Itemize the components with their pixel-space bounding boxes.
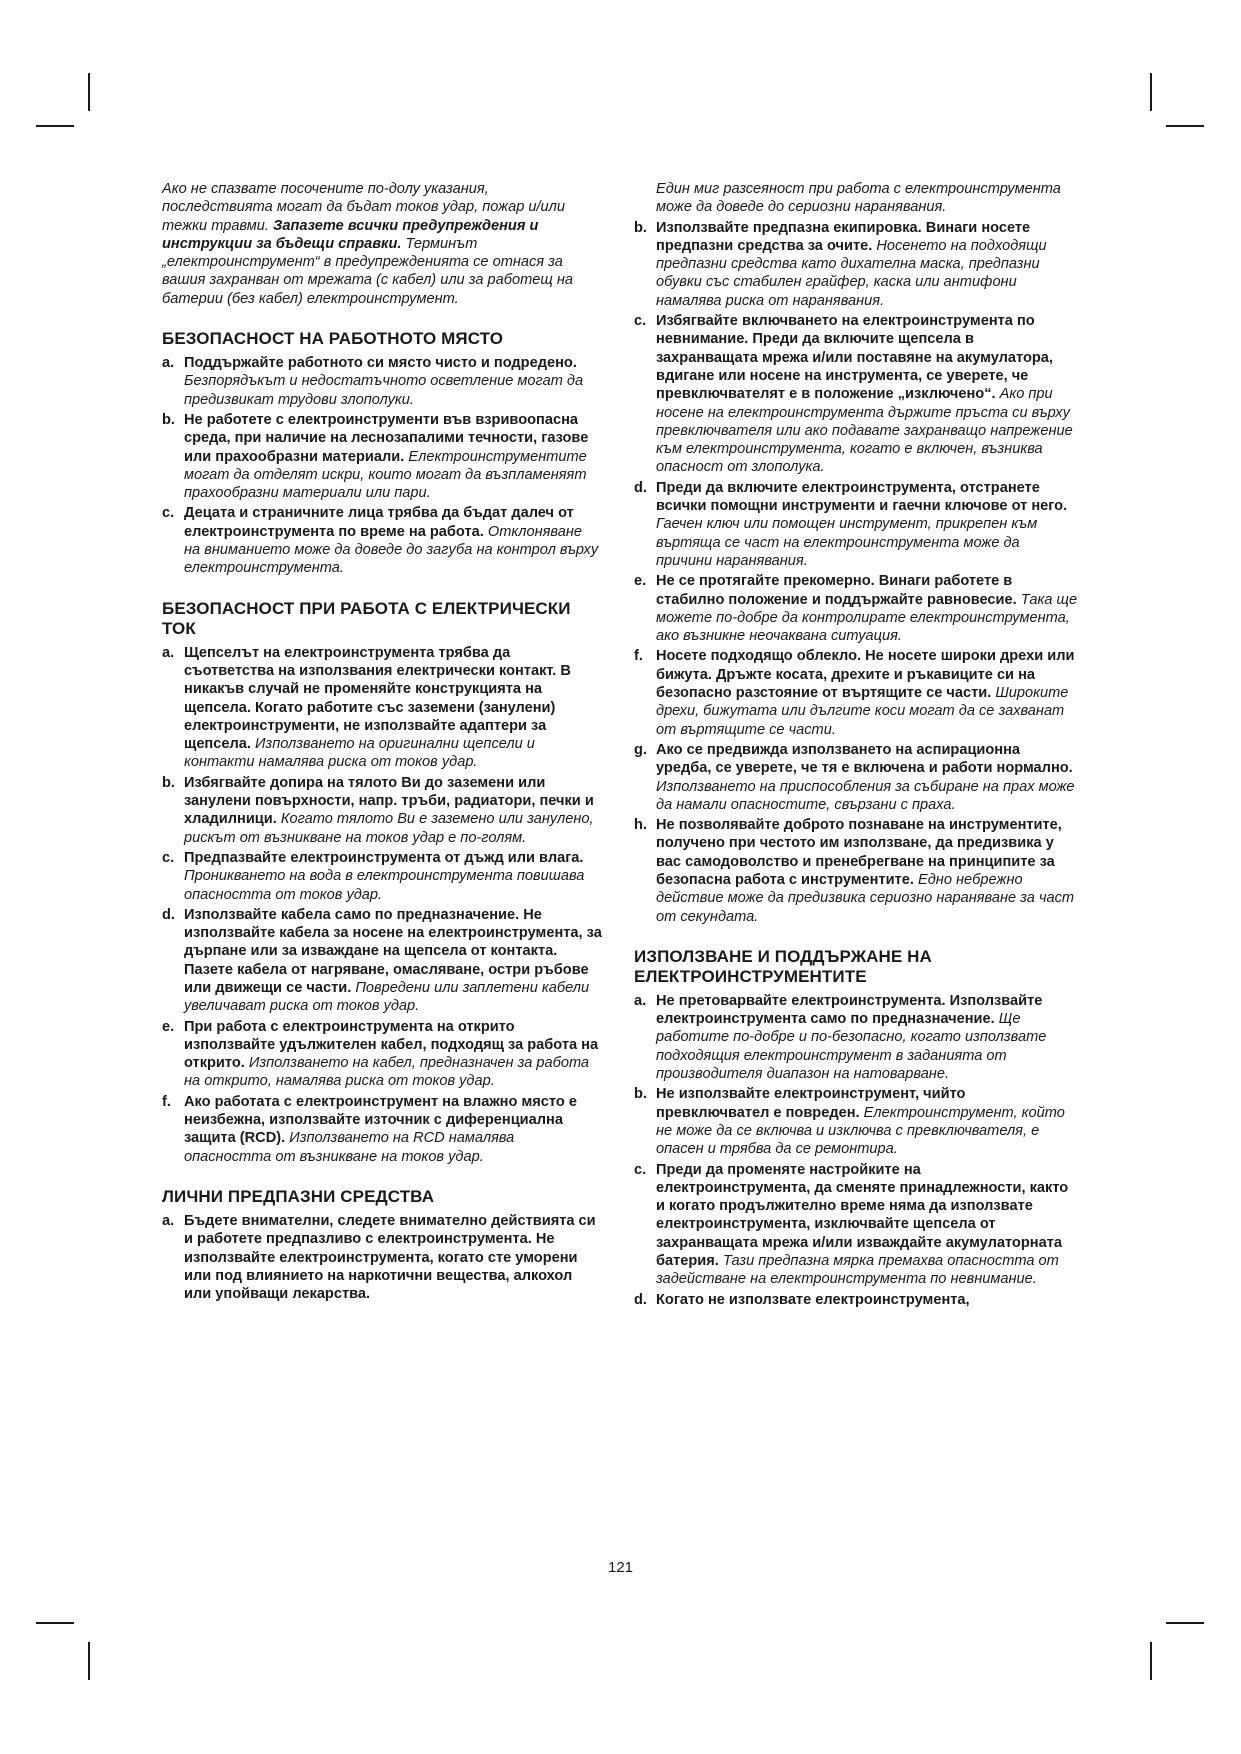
list-use-care bbox=[634, 992, 1079, 1309]
item-explanation: Проникването на вода в електроинструмента повишава опасността от токов удар. bbox=[184, 868, 585, 903]
item-letter: b. bbox=[634, 219, 647, 236]
item-letter: f. bbox=[162, 1093, 171, 1110]
crop-mark bbox=[88, 1642, 90, 1680]
item-body bbox=[184, 411, 602, 502]
list-item bbox=[634, 1161, 1079, 1289]
item-instruction: Поддържайте работното си място чисто и подредено. bbox=[184, 355, 577, 372]
crop-mark bbox=[36, 125, 74, 127]
item-explanation: Безпорядъкът и недостатъчното осветление могат да предизвикат трудови злополуки. bbox=[184, 373, 584, 408]
list-item bbox=[162, 1212, 602, 1303]
item-letter: e. bbox=[634, 573, 647, 590]
list-item bbox=[634, 647, 1079, 738]
item-explanation: Използването на кабел, предназначен за работа на открито, намалява риска от токов удар. bbox=[184, 1055, 590, 1090]
page-number: 121 bbox=[607, 1559, 634, 1576]
item-explanation: Едно небрежно действие може да предизвика сериозно нараняване за част от секундата. bbox=[656, 871, 1075, 925]
item-body bbox=[184, 849, 602, 904]
crop-mark bbox=[1166, 125, 1204, 127]
item-explanation: Ако при носене на електроинструмента държите пръста си върху превключвателя или ако подавате захранващо напрежение към електроинструмента, когато е включен, възниква опасност от злополука. bbox=[656, 386, 1073, 476]
item-body bbox=[656, 1085, 1079, 1158]
list-item bbox=[634, 741, 1079, 814]
item-body bbox=[656, 647, 1079, 738]
item-explanation: Използването на RCD намалява опасността от възникване на токов удар. bbox=[184, 1130, 515, 1165]
item-instruction: Преди да променяте настройките на електроинструмента, да сменяте принадлежности, както и когато продължително време няма да използвате електроинструмента, изключвайте щепсела от захранващата мрежа и/или изваждайте акумулаторната батерия. bbox=[656, 1161, 1069, 1270]
section-title-electrical: БЕЗОПАСНОСТ ПРИ РАБОТА С ЕЛЕКТРИЧЕСКИ ТОК bbox=[162, 598, 571, 638]
item-instruction: Преди да включите електроинструмента, отстранете всички помощни инструменти и гаечни ключове от него. bbox=[656, 479, 1068, 515]
section-title-personal: ЛИЧНИ ПРЕДПАЗНИ СРЕДСТВА bbox=[162, 1186, 435, 1206]
item-instruction: Избягвайте допира на тялото Ви до заземени или занулени повърхности, напр. тръби, радиатори, печки и хладилници. bbox=[184, 774, 594, 828]
item-instruction: Избягвайте включването на електроинструмента по невнимание. Преди да включите щепсела в захранващата мрежа и/или поставяне на акумулатора, вдигане или носене на инструмента, се уверете, че превключвателят е в положение „изключено“. bbox=[656, 313, 1053, 403]
item-body bbox=[656, 1291, 1079, 1309]
list-item bbox=[162, 411, 602, 502]
item-body bbox=[184, 354, 602, 409]
list-item bbox=[634, 312, 1079, 477]
item-explanation: Когато тялото Ви е заземено или занулено, рискът от възникване на токов удар е по-голям. bbox=[184, 811, 594, 846]
item-letter: d. bbox=[634, 479, 647, 496]
intro-bold: Запазете всички предупреждения и инструкции за бъдещи справки. bbox=[162, 217, 539, 252]
item-instruction: Използвайте кабела само по предназначение. Не използвайте кабела за носене на електроинструмента, за дърпане или за изваждане на щепсела от контакта. Пазете кабела от нагряване, омасляване, остри ръбове или движещи се части. bbox=[184, 906, 602, 996]
item-instruction: Когато не използвате електроинструмента, bbox=[656, 1291, 970, 1308]
crop-mark bbox=[1150, 1642, 1152, 1680]
item-body bbox=[656, 312, 1079, 477]
item-letter: b. bbox=[162, 411, 175, 428]
intro-definition: Терминът „електроинструмент“ в предупрежденията се отнася за вашия захранван от мрежата (с кабел) или за работещ на батерии (без кабел) електроинструмент. bbox=[162, 235, 573, 307]
item-body bbox=[656, 572, 1079, 645]
intro-text: Ако не спазвате посочените по-долу указания, последствията могат да бъдат токов удар, пожар и/или тежки травми. bbox=[162, 181, 566, 234]
item-explanation: Използването на приспособления за събиране на прах може да намали опасностите, свързани с праха. bbox=[656, 778, 1075, 813]
item-letter: a. bbox=[162, 1212, 175, 1229]
item-body bbox=[184, 774, 602, 847]
list-item bbox=[634, 572, 1079, 645]
section-title-use-care: ИЗПОЛЗВАНЕ И ПОДДЪРЖАНЕ НА ЕЛЕКТРОИНСТРУМЕНТИТЕ bbox=[634, 946, 932, 986]
item-body bbox=[184, 504, 602, 577]
item-instruction: Не използвайте електроинструмент, чийто превключвател е повреден. bbox=[656, 1086, 966, 1121]
item-instruction: Ако работата с електроинструмент на влажно място е неизбежна, използвайте източник с диференциална защита (RCD). bbox=[184, 1093, 577, 1147]
item-letter: c. bbox=[634, 313, 647, 330]
item-instruction: Не претоварвайте електроинструмента. Използвайте електроинструмента само по предназначение. bbox=[656, 992, 1043, 1028]
item-instruction: Използвайте предпазна екипировка. Винаги носете предпазни средства за очите. bbox=[656, 219, 1031, 254]
list-personal-left bbox=[162, 1212, 602, 1303]
item-instruction: Децата и страничните лица трябва да бъдат далеч от електроинструмента по време на работа. bbox=[184, 505, 574, 540]
crop-mark bbox=[1150, 73, 1152, 111]
item-body bbox=[656, 816, 1079, 926]
item-explanation: Повредени или заплетени кабели увеличават риска от токов удар. bbox=[184, 979, 590, 1015]
item-explanation: Електроинструментите могат да отделят искри, които могат да възпламеняят прахообразни материали или пари. bbox=[184, 448, 587, 502]
item-explanation: Използването на оригинални щепсели и контакти намалява риска от токов удар. bbox=[184, 736, 535, 771]
item-letter: b. bbox=[162, 774, 175, 791]
item-body bbox=[656, 741, 1079, 814]
right-column bbox=[634, 180, 1079, 1311]
item-body bbox=[184, 906, 602, 1016]
item-body bbox=[184, 644, 602, 772]
item-letter: d. bbox=[162, 906, 175, 923]
list-item bbox=[634, 992, 1079, 1083]
item-explanation: Широките дрехи, бижутата или дългите коси могат да се захванат от въртящите се части. bbox=[656, 685, 1069, 738]
item-body bbox=[184, 1093, 602, 1166]
list-item bbox=[634, 816, 1079, 926]
item-explanation: Тази предпазна мярка премахва опасността от задействане на електроинструмента по невнимание. bbox=[656, 1253, 1059, 1288]
item-letter: c. bbox=[634, 1161, 647, 1178]
item-instruction: При работа с електроинструмента на открито използвайте удължителен кабел, подходящ за работа на открито. bbox=[184, 1018, 599, 1072]
list-item bbox=[162, 504, 602, 577]
item-instruction: Щепселът на електроинструмента трябва да съответства на използвания електрически контакт. В никакъв случай не променяйте конструкцията на щепсела. Когато работите със заземени (занулени) електроинструменти, не използвайте адаптери за щепсела. bbox=[184, 644, 571, 753]
item-explanation: Ще работите по-добре и по-безопасно, когато използвате подходящия електроинструмент в заданията от производителя диапазон на натоварване. bbox=[656, 1011, 1047, 1083]
list-item bbox=[162, 906, 602, 1016]
item-instruction: Не работете с електроинструменти във взривоопасна среда, при наличие на леснозапалими течности, газове или прахообразни материали. bbox=[184, 411, 589, 465]
crop-mark bbox=[36, 1622, 74, 1624]
crop-mark bbox=[88, 73, 90, 111]
intro-paragraph bbox=[162, 180, 602, 308]
item-letter: c. bbox=[162, 505, 175, 522]
item-instruction: Ако се предвижда използването на аспирационна уредба, се уверете, че тя е включена и работи нормално. bbox=[656, 741, 1073, 777]
item-letter: g. bbox=[634, 741, 647, 758]
item-instruction: Носете подходящо облекло. Не носете широки дрехи или бижута. Дръжте косата, дрехите и ръкавиците си на безопасно разстояние от въртящите се части. bbox=[656, 648, 1075, 702]
item-body bbox=[656, 219, 1079, 310]
continuation-text: Един миг разсеяност при работа с електроинструмента може да доведе до сериозни наранявания. bbox=[656, 181, 1061, 216]
item-letter: d. bbox=[634, 1291, 647, 1308]
item-explanation: Електроинструмент, който не може да се включва и изключва с превключвателя, е опасен и трябва да се ремонтира. bbox=[656, 1104, 1065, 1158]
item-explanation: Отклоняване на вниманието може да доведе до загуба на контрол върху електроинструмента. bbox=[184, 523, 599, 577]
list-item bbox=[162, 849, 602, 904]
crop-mark bbox=[1166, 1622, 1204, 1624]
list-item bbox=[162, 1018, 602, 1091]
list-item bbox=[162, 774, 602, 847]
list-item bbox=[162, 354, 602, 409]
item-letter: b. bbox=[634, 1086, 647, 1103]
list-item bbox=[634, 1291, 1079, 1309]
section-title-workplace: БЕЗОПАСНОСТ НА РАБОТНОТО МЯСТО bbox=[162, 329, 504, 349]
item-letter: f. bbox=[634, 648, 643, 665]
list-item bbox=[634, 1085, 1079, 1158]
list-electrical bbox=[162, 644, 602, 1166]
item-letter: a. bbox=[634, 992, 647, 1009]
item-body bbox=[184, 1212, 602, 1303]
item-letter: a. bbox=[162, 355, 175, 372]
list-item bbox=[162, 644, 602, 772]
item-body bbox=[656, 1161, 1079, 1289]
list-workplace bbox=[162, 354, 602, 578]
item-instruction: Не се протягайте прекомерно. Винаги работете в стабилно положение и поддържайте равновесие. bbox=[656, 573, 1017, 608]
item-body bbox=[656, 479, 1079, 570]
list-item bbox=[634, 219, 1079, 310]
item-instruction: Предпазвайте електроинструмента от дъжд или влага. bbox=[184, 849, 584, 866]
item-letter: h. bbox=[634, 817, 647, 834]
item-explanation: Така ще можете по-добре да контролирате електроинструмента, ако възникне неочаквана ситуация. bbox=[656, 591, 1078, 645]
item-explanation: Носенето на подходящи предпазни средства като дихателна маска, предпазни обувки със стабилен грайфер, каска или антифони намалява риска от наранявания. bbox=[656, 237, 1047, 309]
item-letter: c. bbox=[162, 849, 175, 866]
item-letter: a. bbox=[162, 644, 175, 661]
left-column bbox=[162, 180, 602, 1305]
list-item bbox=[634, 479, 1079, 570]
item-letter: e. bbox=[162, 1018, 175, 1035]
item-body bbox=[656, 992, 1079, 1083]
list-personal-right bbox=[634, 219, 1079, 926]
list-item bbox=[162, 1093, 602, 1166]
item-instruction: Не позволявайте доброто познаване на инструментите, получено при честото им използване, да предизвика у вас самодоволство и пренебрегване на принципите за безопасна работа с инструментите. bbox=[656, 817, 1062, 888]
item-explanation: Гаечен ключ или помощен инструмент, прикрепен към въртяща се част на електроинструмента може да причини наранявания. bbox=[656, 516, 1038, 569]
item-body bbox=[184, 1018, 602, 1091]
item-instruction: Бъдете внимателни, следете внимателно действията си и работете предпазливо с електроинструмента. Не използвайте електроинструмента, когато сте уморени или под влиянието на наркотични вещества, алкохол или упойващи лекарства. bbox=[184, 1212, 596, 1303]
